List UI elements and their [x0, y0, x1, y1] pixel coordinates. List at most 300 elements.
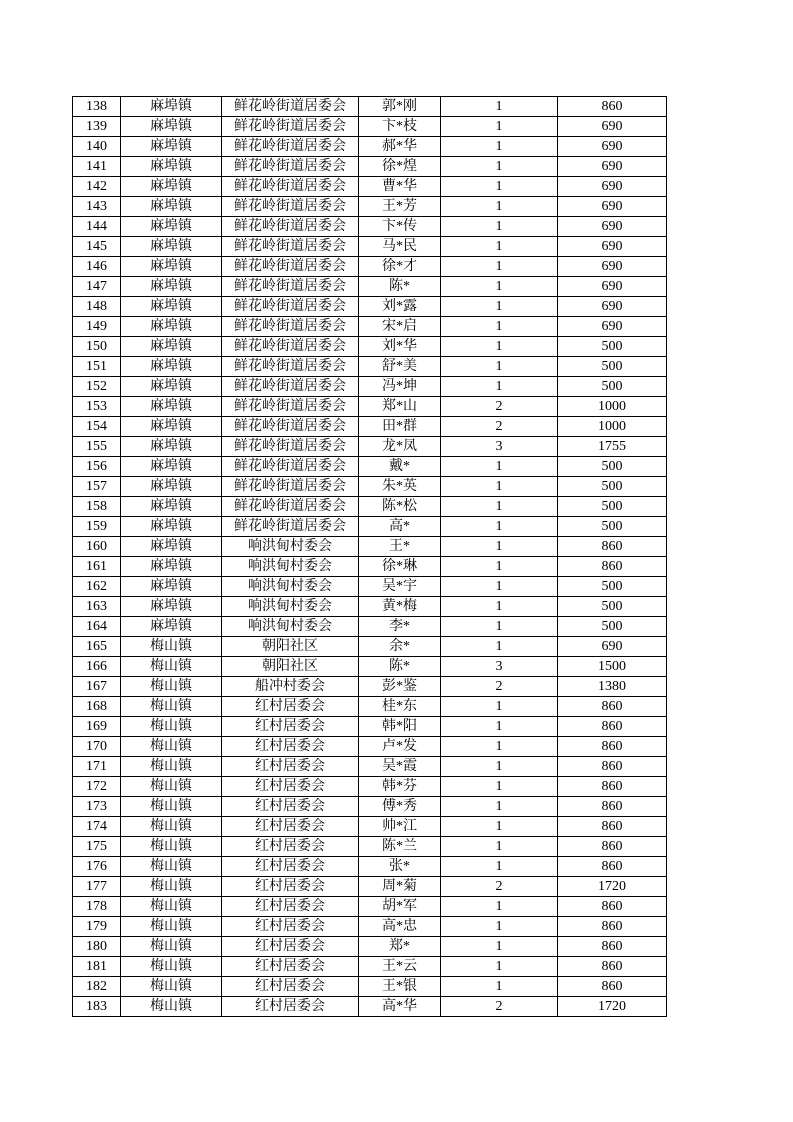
table-row [73, 937, 667, 957]
town-cell: 梅山镇 [121, 697, 222, 717]
town-cell: 麻埠镇 [121, 477, 222, 497]
amount-cell: 1720 [558, 877, 667, 897]
town-cell: 梅山镇 [121, 857, 222, 877]
town-cell: 梅山镇 [121, 717, 222, 737]
committee-cell: 红村居委会 [222, 877, 359, 897]
row-number-cell: 164 [73, 617, 121, 637]
committee-cell: 鲜花岭街道居委会 [222, 377, 359, 397]
row-number-cell: 140 [73, 137, 121, 157]
committee-cell: 朝阳社区 [222, 637, 359, 657]
table-row [73, 977, 667, 997]
table-row [73, 97, 667, 117]
household-count-cell: 1 [441, 237, 558, 257]
household-count-cell: 1 [441, 937, 558, 957]
name-cell: 刘*华 [359, 337, 441, 357]
row-number-cell: 155 [73, 437, 121, 457]
row-number-cell: 145 [73, 237, 121, 257]
committee-cell: 船冲村委会 [222, 677, 359, 697]
table-row [73, 577, 667, 597]
amount-cell: 860 [558, 837, 667, 857]
amount-cell: 860 [558, 777, 667, 797]
name-cell: 马*民 [359, 237, 441, 257]
row-number-cell: 166 [73, 657, 121, 677]
row-number-cell: 153 [73, 397, 121, 417]
town-cell: 梅山镇 [121, 937, 222, 957]
household-count-cell: 1 [441, 97, 558, 117]
row-number-cell: 170 [73, 737, 121, 757]
amount-cell: 500 [558, 597, 667, 617]
name-cell: 舒*美 [359, 357, 441, 377]
row-number-cell: 157 [73, 477, 121, 497]
committee-cell: 红村居委会 [222, 717, 359, 737]
town-cell: 麻埠镇 [121, 437, 222, 457]
amount-cell: 690 [558, 237, 667, 257]
row-number-cell: 173 [73, 797, 121, 817]
table-row [73, 557, 667, 577]
name-cell: 徐*琳 [359, 557, 441, 577]
town-cell: 梅山镇 [121, 737, 222, 757]
town-cell: 麻埠镇 [121, 337, 222, 357]
row-number-cell: 182 [73, 977, 121, 997]
town-cell: 麻埠镇 [121, 397, 222, 417]
name-cell: 张* [359, 857, 441, 877]
household-count-cell: 1 [441, 117, 558, 137]
row-number-cell: 171 [73, 757, 121, 777]
household-count-cell: 3 [441, 437, 558, 457]
row-number-cell: 183 [73, 997, 121, 1017]
table-row [73, 477, 667, 497]
town-cell: 麻埠镇 [121, 617, 222, 637]
committee-cell: 鲜花岭街道居委会 [222, 477, 359, 497]
amount-cell: 690 [558, 277, 667, 297]
row-number-cell: 161 [73, 557, 121, 577]
table-row [73, 437, 667, 457]
name-cell: 王*云 [359, 957, 441, 977]
row-number-cell: 139 [73, 117, 121, 137]
name-cell: 王*芳 [359, 197, 441, 217]
amount-cell: 860 [558, 817, 667, 837]
row-number-cell: 147 [73, 277, 121, 297]
household-count-cell: 1 [441, 917, 558, 937]
household-count-cell: 1 [441, 957, 558, 977]
town-cell: 麻埠镇 [121, 177, 222, 197]
table-body [73, 97, 667, 1017]
amount-cell: 1000 [558, 417, 667, 437]
committee-cell: 朝阳社区 [222, 657, 359, 677]
committee-cell: 红村居委会 [222, 857, 359, 877]
household-count-cell: 1 [441, 577, 558, 597]
household-count-cell: 2 [441, 997, 558, 1017]
amount-cell: 690 [558, 217, 667, 237]
name-cell: 郑* [359, 937, 441, 957]
household-count-cell: 1 [441, 157, 558, 177]
household-count-cell: 2 [441, 677, 558, 697]
row-number-cell: 176 [73, 857, 121, 877]
committee-cell: 鲜花岭街道居委会 [222, 497, 359, 517]
table-row [73, 357, 667, 377]
table-row [73, 497, 667, 517]
row-number-cell: 146 [73, 257, 121, 277]
household-count-cell: 1 [441, 337, 558, 357]
amount-cell: 1380 [558, 677, 667, 697]
table-row [73, 637, 667, 657]
committee-cell: 红村居委会 [222, 837, 359, 857]
table-row [73, 777, 667, 797]
amount-cell: 860 [558, 97, 667, 117]
name-cell: 朱*英 [359, 477, 441, 497]
amount-cell: 690 [558, 197, 667, 217]
row-number-cell: 179 [73, 917, 121, 937]
household-count-cell: 1 [441, 697, 558, 717]
name-cell: 徐*煌 [359, 157, 441, 177]
amount-cell: 860 [558, 937, 667, 957]
amount-cell: 860 [558, 797, 667, 817]
row-number-cell: 177 [73, 877, 121, 897]
amount-cell: 500 [558, 497, 667, 517]
amount-cell: 690 [558, 117, 667, 137]
row-number-cell: 142 [73, 177, 121, 197]
amount-cell: 860 [558, 557, 667, 577]
household-count-cell: 1 [441, 857, 558, 877]
table-row [73, 117, 667, 137]
town-cell: 麻埠镇 [121, 117, 222, 137]
table-row [73, 837, 667, 857]
town-cell: 梅山镇 [121, 917, 222, 937]
committee-cell: 鲜花岭街道居委会 [222, 437, 359, 457]
table-row [73, 537, 667, 557]
name-cell: 冯*坤 [359, 377, 441, 397]
name-cell: 卢*发 [359, 737, 441, 757]
town-cell: 梅山镇 [121, 637, 222, 657]
table-row [73, 697, 667, 717]
amount-cell: 1720 [558, 997, 667, 1017]
town-cell: 梅山镇 [121, 777, 222, 797]
town-cell: 麻埠镇 [121, 597, 222, 617]
name-cell: 卞*枝 [359, 117, 441, 137]
name-cell: 卞*传 [359, 217, 441, 237]
household-count-cell: 1 [441, 977, 558, 997]
table-row [73, 857, 667, 877]
row-number-cell: 150 [73, 337, 121, 357]
household-count-cell: 1 [441, 777, 558, 797]
amount-cell: 690 [558, 317, 667, 337]
row-number-cell: 148 [73, 297, 121, 317]
name-cell: 高*忠 [359, 917, 441, 937]
committee-cell: 响洪甸村委会 [222, 537, 359, 557]
row-number-cell: 168 [73, 697, 121, 717]
amount-cell: 690 [558, 297, 667, 317]
amount-cell: 860 [558, 537, 667, 557]
amount-cell: 860 [558, 977, 667, 997]
household-count-cell: 2 [441, 417, 558, 437]
name-cell: 戴* [359, 457, 441, 477]
name-cell: 陈*松 [359, 497, 441, 517]
town-cell: 麻埠镇 [121, 417, 222, 437]
committee-cell: 响洪甸村委会 [222, 617, 359, 637]
table-row [73, 277, 667, 297]
name-cell: 郭*刚 [359, 97, 441, 117]
table-row [73, 457, 667, 477]
household-count-cell: 1 [441, 537, 558, 557]
household-count-cell: 2 [441, 397, 558, 417]
amount-cell: 690 [558, 257, 667, 277]
town-cell: 梅山镇 [121, 677, 222, 697]
committee-cell: 鲜花岭街道居委会 [222, 197, 359, 217]
committee-cell: 鲜花岭街道居委会 [222, 417, 359, 437]
name-cell: 韩*阳 [359, 717, 441, 737]
town-cell: 麻埠镇 [121, 517, 222, 537]
data-table [72, 96, 667, 1017]
table-row [73, 817, 667, 837]
amount-cell: 860 [558, 857, 667, 877]
town-cell: 麻埠镇 [121, 237, 222, 257]
town-cell: 麻埠镇 [121, 97, 222, 117]
amount-cell: 690 [558, 137, 667, 157]
committee-cell: 鲜花岭街道居委会 [222, 277, 359, 297]
name-cell: 王* [359, 537, 441, 557]
name-cell: 吴*宇 [359, 577, 441, 597]
household-count-cell: 1 [441, 757, 558, 777]
household-count-cell: 1 [441, 277, 558, 297]
town-cell: 梅山镇 [121, 997, 222, 1017]
name-cell: 李* [359, 617, 441, 637]
town-cell: 梅山镇 [121, 877, 222, 897]
table-row [73, 717, 667, 737]
name-cell: 彭*鉴 [359, 677, 441, 697]
table-row [73, 417, 667, 437]
table-row [73, 877, 667, 897]
household-count-cell: 1 [441, 317, 558, 337]
household-count-cell: 1 [441, 197, 558, 217]
amount-cell: 500 [558, 617, 667, 637]
town-cell: 麻埠镇 [121, 457, 222, 477]
table-row [73, 157, 667, 177]
town-cell: 梅山镇 [121, 657, 222, 677]
row-number-cell: 159 [73, 517, 121, 537]
household-count-cell: 1 [441, 597, 558, 617]
committee-cell: 鲜花岭街道居委会 [222, 297, 359, 317]
row-number-cell: 138 [73, 97, 121, 117]
amount-cell: 860 [558, 737, 667, 757]
row-number-cell: 181 [73, 957, 121, 977]
row-number-cell: 174 [73, 817, 121, 837]
household-count-cell: 1 [441, 377, 558, 397]
amount-cell: 690 [558, 177, 667, 197]
committee-cell: 红村居委会 [222, 957, 359, 977]
household-count-cell: 1 [441, 617, 558, 637]
name-cell: 田*群 [359, 417, 441, 437]
town-cell: 麻埠镇 [121, 137, 222, 157]
town-cell: 梅山镇 [121, 757, 222, 777]
committee-cell: 红村居委会 [222, 937, 359, 957]
name-cell: 高*华 [359, 997, 441, 1017]
household-count-cell: 1 [441, 897, 558, 917]
row-number-cell: 158 [73, 497, 121, 517]
town-cell: 麻埠镇 [121, 257, 222, 277]
household-count-cell: 1 [441, 477, 558, 497]
row-number-cell: 144 [73, 217, 121, 237]
household-count-cell: 1 [441, 817, 558, 837]
town-cell: 梅山镇 [121, 897, 222, 917]
name-cell: 刘*露 [359, 297, 441, 317]
committee-cell: 鲜花岭街道居委会 [222, 517, 359, 537]
row-number-cell: 175 [73, 837, 121, 857]
household-count-cell: 1 [441, 637, 558, 657]
town-cell: 麻埠镇 [121, 537, 222, 557]
row-number-cell: 178 [73, 897, 121, 917]
name-cell: 王*银 [359, 977, 441, 997]
name-cell: 郑*山 [359, 397, 441, 417]
town-cell: 梅山镇 [121, 797, 222, 817]
town-cell: 麻埠镇 [121, 577, 222, 597]
committee-cell: 红村居委会 [222, 797, 359, 817]
table-row [73, 517, 667, 537]
amount-cell: 500 [558, 577, 667, 597]
name-cell: 龙*凤 [359, 437, 441, 457]
household-count-cell: 1 [441, 497, 558, 517]
table-row [73, 217, 667, 237]
amount-cell: 500 [558, 377, 667, 397]
table-row [73, 337, 667, 357]
town-cell: 麻埠镇 [121, 277, 222, 297]
name-cell: 陈* [359, 657, 441, 677]
town-cell: 麻埠镇 [121, 317, 222, 337]
committee-cell: 鲜花岭街道居委会 [222, 137, 359, 157]
committee-cell: 鲜花岭街道居委会 [222, 217, 359, 237]
town-cell: 麻埠镇 [121, 357, 222, 377]
committee-cell: 鲜花岭街道居委会 [222, 117, 359, 137]
household-count-cell: 1 [441, 257, 558, 277]
table-row [73, 177, 667, 197]
town-cell: 梅山镇 [121, 837, 222, 857]
committee-cell: 鲜花岭街道居委会 [222, 257, 359, 277]
name-cell: 周*菊 [359, 877, 441, 897]
name-cell: 桂*东 [359, 697, 441, 717]
amount-cell: 860 [558, 757, 667, 777]
committee-cell: 红村居委会 [222, 777, 359, 797]
name-cell: 宋*启 [359, 317, 441, 337]
row-number-cell: 160 [73, 537, 121, 557]
committee-cell: 红村居委会 [222, 997, 359, 1017]
table-row [73, 757, 667, 777]
table-row [73, 737, 667, 757]
name-cell: 徐*才 [359, 257, 441, 277]
table-row [73, 377, 667, 397]
table-row [73, 917, 667, 937]
household-count-cell: 1 [441, 717, 558, 737]
committee-cell: 鲜花岭街道居委会 [222, 177, 359, 197]
row-number-cell: 163 [73, 597, 121, 617]
committee-cell: 红村居委会 [222, 697, 359, 717]
committee-cell: 红村居委会 [222, 897, 359, 917]
amount-cell: 860 [558, 717, 667, 737]
table-row [73, 257, 667, 277]
row-number-cell: 169 [73, 717, 121, 737]
committee-cell: 响洪甸村委会 [222, 597, 359, 617]
row-number-cell: 172 [73, 777, 121, 797]
amount-cell: 860 [558, 957, 667, 977]
town-cell: 麻埠镇 [121, 497, 222, 517]
town-cell: 麻埠镇 [121, 297, 222, 317]
town-cell: 梅山镇 [121, 977, 222, 997]
name-cell: 郝*华 [359, 137, 441, 157]
name-cell: 帅*江 [359, 817, 441, 837]
row-number-cell: 156 [73, 457, 121, 477]
amount-cell: 1755 [558, 437, 667, 457]
table-row [73, 957, 667, 977]
row-number-cell: 154 [73, 417, 121, 437]
table-row [73, 997, 667, 1017]
household-count-cell: 1 [441, 457, 558, 477]
amount-cell: 500 [558, 457, 667, 477]
town-cell: 麻埠镇 [121, 157, 222, 177]
amount-cell: 860 [558, 917, 667, 937]
household-count-cell: 1 [441, 797, 558, 817]
town-cell: 麻埠镇 [121, 197, 222, 217]
household-count-cell: 1 [441, 217, 558, 237]
name-cell: 陈*兰 [359, 837, 441, 857]
table-row [73, 797, 667, 817]
table-row [73, 677, 667, 697]
name-cell: 曹*华 [359, 177, 441, 197]
row-number-cell: 180 [73, 937, 121, 957]
amount-cell: 500 [558, 337, 667, 357]
household-count-cell: 1 [441, 177, 558, 197]
committee-cell: 红村居委会 [222, 757, 359, 777]
amount-cell: 500 [558, 477, 667, 497]
committee-cell: 响洪甸村委会 [222, 577, 359, 597]
committee-cell: 鲜花岭街道居委会 [222, 97, 359, 117]
row-number-cell: 152 [73, 377, 121, 397]
table-row [73, 897, 667, 917]
name-cell: 陈* [359, 277, 441, 297]
name-cell: 黄*梅 [359, 597, 441, 617]
table-row [73, 397, 667, 417]
table-row [73, 197, 667, 217]
amount-cell: 690 [558, 157, 667, 177]
table-row [73, 597, 667, 617]
amount-cell: 1000 [558, 397, 667, 417]
name-cell: 余* [359, 637, 441, 657]
row-number-cell: 143 [73, 197, 121, 217]
table-row [73, 657, 667, 677]
household-count-cell: 3 [441, 657, 558, 677]
town-cell: 梅山镇 [121, 957, 222, 977]
town-cell: 麻埠镇 [121, 377, 222, 397]
name-cell: 韩*芬 [359, 777, 441, 797]
amount-cell: 1500 [558, 657, 667, 677]
household-count-cell: 1 [441, 357, 558, 377]
row-number-cell: 162 [73, 577, 121, 597]
name-cell: 吴*霞 [359, 757, 441, 777]
household-count-cell: 2 [441, 877, 558, 897]
name-cell: 高* [359, 517, 441, 537]
row-number-cell: 165 [73, 637, 121, 657]
row-number-cell: 141 [73, 157, 121, 177]
household-count-cell: 1 [441, 737, 558, 757]
amount-cell: 860 [558, 897, 667, 917]
committee-cell: 鲜花岭街道居委会 [222, 337, 359, 357]
table-row [73, 237, 667, 257]
committee-cell: 鲜花岭街道居委会 [222, 457, 359, 477]
committee-cell: 鲜花岭街道居委会 [222, 317, 359, 337]
household-count-cell: 1 [441, 297, 558, 317]
amount-cell: 860 [558, 697, 667, 717]
row-number-cell: 167 [73, 677, 121, 697]
name-cell: 傅*秀 [359, 797, 441, 817]
table-row [73, 617, 667, 637]
table-row [73, 137, 667, 157]
